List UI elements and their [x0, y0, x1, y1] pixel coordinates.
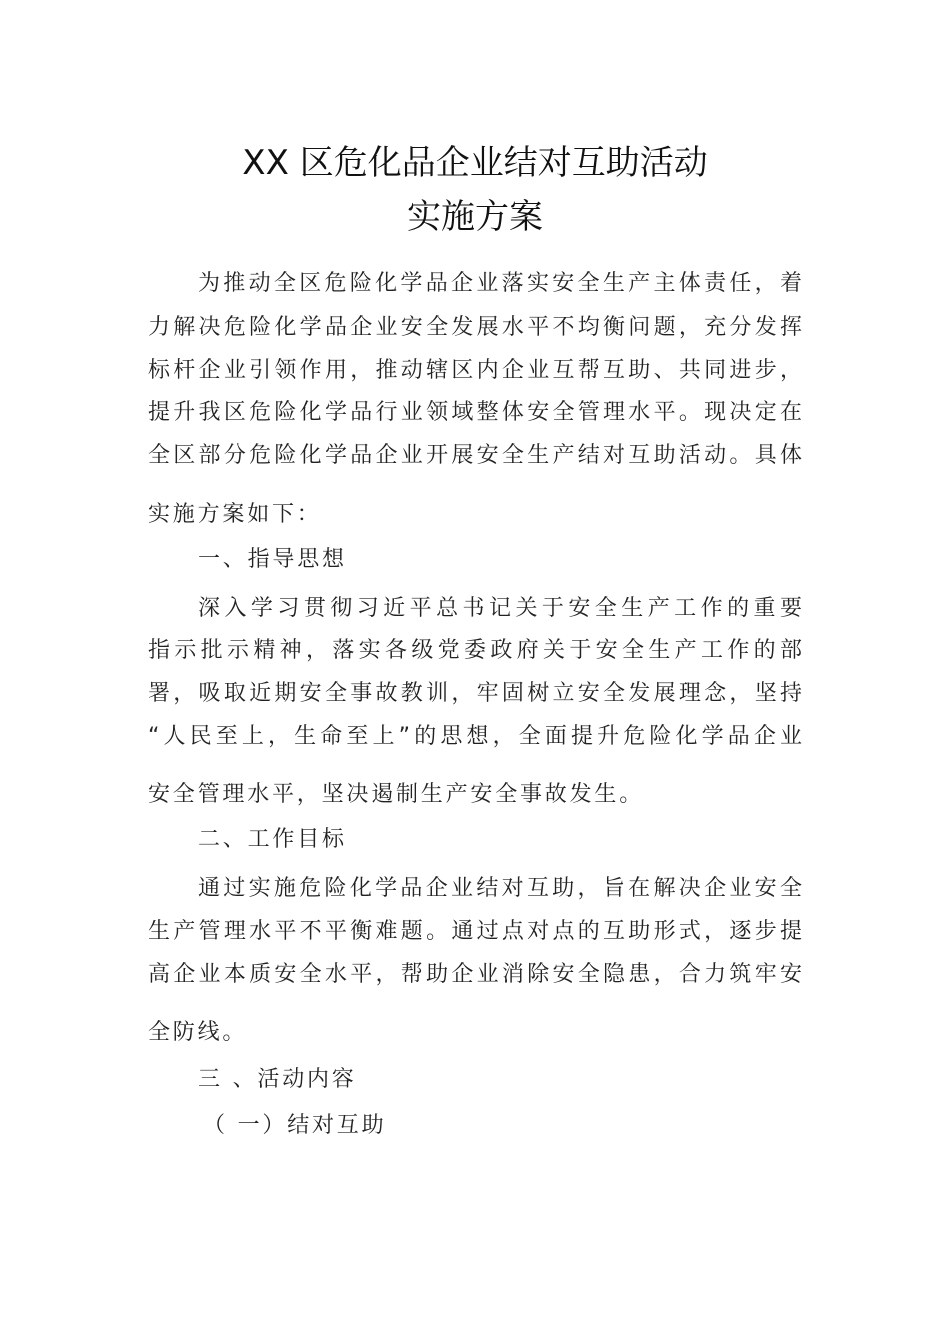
section-2-line-4: 全防线。 [148, 1020, 248, 1045]
section-3-subheading: （ 一）结对互助 [203, 1113, 387, 1138]
section-1-heading: 一、指导思想 [198, 547, 347, 572]
section-3-heading: 三 、活动内容 [198, 1067, 357, 1092]
intro-line-3: 标杆企业引领作用，推动辖区内企业互帮互助、共同进步， [148, 358, 802, 383]
section-1-line-5: 安全管理水平，坚决遏制生产安全事故发生。 [148, 782, 645, 807]
document-subtitle: 实施方案 [407, 197, 543, 237]
section-1-line-1: 深入学习贯彻习近平总书记关于安全生产工作的重要 [198, 596, 802, 621]
section-1-line-2: 指示批示精神，落实各级党委政府关于安全生产工作的部 [148, 638, 802, 663]
intro-line-1: 为推动全区危险化学品企业落实安全生产主体责任，着 [198, 271, 802, 296]
intro-line-5: 全区部分危险化学品企业开展安全生产结对互助活动。具体 [148, 443, 802, 468]
intro-line-2: 力解决危险化学品企业安全发展水平不均衡问题，充分发挥 [148, 315, 802, 340]
intro-line-6: 实施方案如下： [148, 502, 322, 527]
document-title: XX 区危化品企业结对互助活动 [242, 143, 708, 183]
section-1-line-3: 署，吸取近期安全事故教训，牢固树立安全发展理念，坚持 [148, 681, 802, 706]
section-2-line-2: 生产管理水平不平衡难题。通过点对点的互助形式，逐步提 [148, 919, 802, 944]
section-2-line-3: 高企业本质安全水平，帮助企业消除安全隐患，合力筑牢安 [148, 962, 802, 987]
section-1-line-4: “人民至上，生命至上”的思想，全面提升危险化学品企业 [148, 724, 802, 749]
intro-line-4: 提升我区危险化学品行业领域整体安全管理水平。现决定在 [148, 400, 802, 425]
section-2-heading: 二、工作目标 [198, 827, 347, 852]
section-2-line-1: 通过实施危险化学品企业结对互助，旨在解决企业安全 [198, 876, 802, 901]
